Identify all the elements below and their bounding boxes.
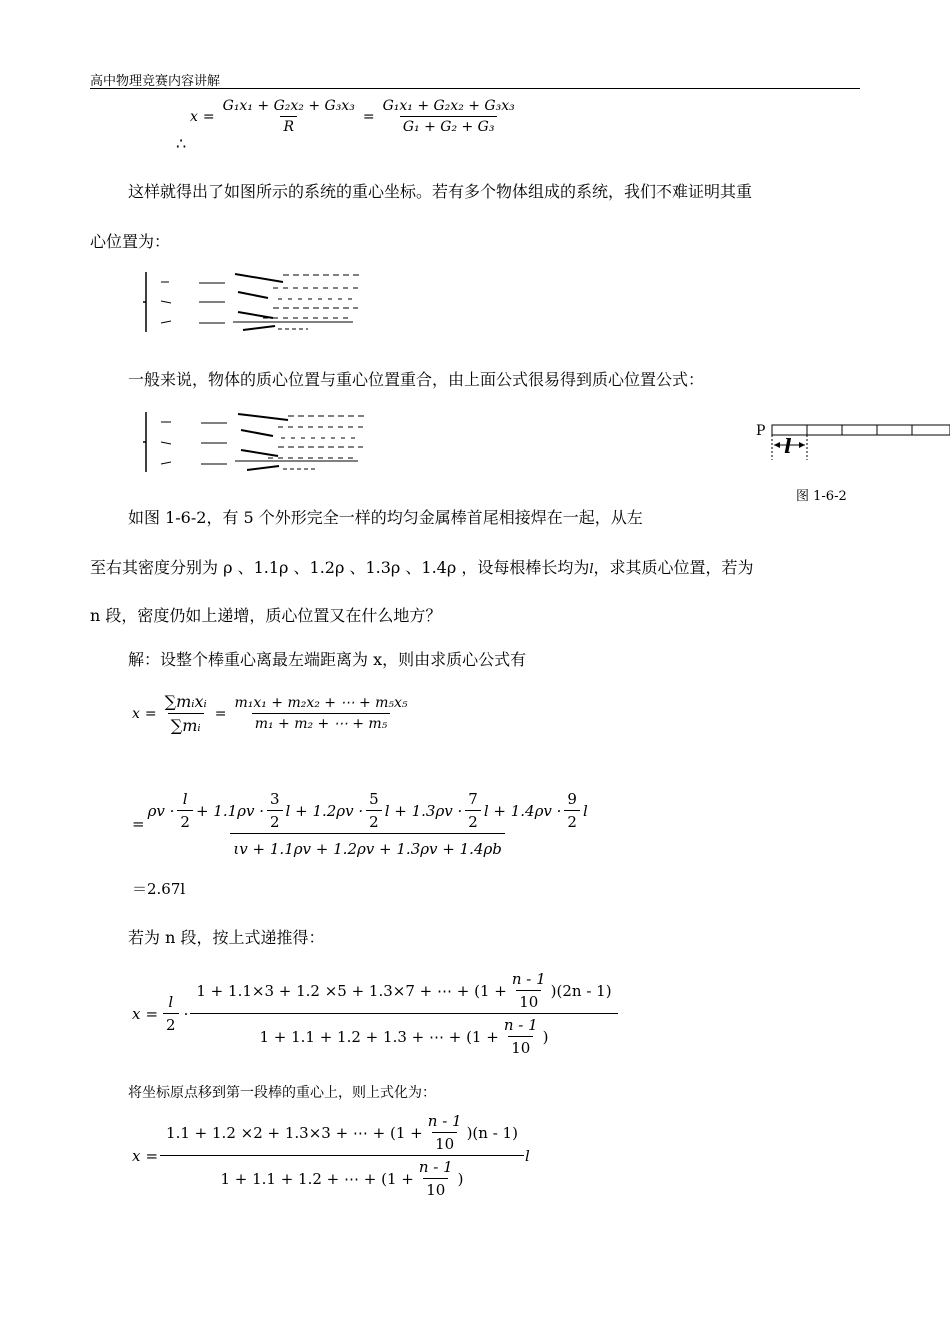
page-header: 高中物理竞赛内容讲解 — [90, 74, 221, 89]
illegible-formula-image-2 — [143, 410, 378, 474]
rod-segment-5 — [912, 425, 950, 435]
illegible-formula-graphic-2 — [143, 410, 378, 474]
formula5-main-fraction: 1.1 + 1.2 ×2 + 1.3×3 + ⋯ + (1 + $\frac{n - 1}{10}$ )(n - 1) 1 + 1.1 + 1.2 + ⋯ + (1 + $\frac{n - 1}{10}$ ) — [163, 1112, 521, 1199]
paragraph-2: 一般来说，物体的质心位置与重心位置重合，由上面公式很易得到质心位置公式： — [128, 370, 705, 389]
rod-segment-4 — [877, 425, 912, 435]
paragraph-1-line-2: 心位置为： — [90, 232, 171, 251]
formula-gravity-center: x = $\frac{\text{G₁x₁ + G₂x₂ + G₃x₃}}{R}$ = $\frac{\text{G₁x₁ + G₂x₂ + G₃x₃}}{\text{G₁ + G₂ + G₃}}$ — [190, 98, 518, 135]
illegible-formula-image-1 — [143, 270, 373, 334]
formula1-fraction-1: $\frac{\text{G₁x₁ + G₂x₂ + G₃x₃}}{R}$ — [222, 98, 355, 135]
header-rule — [90, 88, 860, 89]
illegible-formula-graphic-1 — [143, 270, 373, 334]
formula4-prefactor: $\frac{l}{2}$ — [163, 993, 179, 1034]
solution-intro: 解：设整个棒重心离最左端距离为 x，则由求质心公式有 — [128, 650, 527, 669]
formula2-fraction-1: $\frac{\text{∑mᵢxᵢ}}{\text{∑mᵢ}}$ — [164, 692, 207, 735]
formula-center-of-mass: x = $\frac{\text{∑mᵢxᵢ}}{\text{∑mᵢ}}$ = $\frac{\text{m₁x₁ + m₂x₂ + ⋯ + m₅x₅}}{\text{m₁ + m₂ + ⋯ + m₅}}$ — [132, 692, 411, 735]
figure-caption: 图 1-6-2 — [796, 489, 847, 504]
formula-five-rods: = ρv · $\frac{l}{2}$ + 1.1ρv · $\frac{3}{2}$ l + 1.2ρv · $\frac{5}{2}$ l + 1.3ρv · $\frac{7}{2}$ l + 1.4ρv · $\frac{9}{2}$ l ιv + 1.1ρv + 1.2ρv + 1.3ρv + 1.4ρb — [132, 790, 591, 858]
paragraph-3-line-3: n 段，密度仍如上递增，质心位置又在什么地方？ — [90, 606, 442, 625]
formula2-fraction-2: $\frac{\text{m₁x₁ + m₂x₂ + ⋯ + m₅x₅}}{\text{m₁ + m₂ + ⋯ + m₅}}$ — [234, 695, 408, 732]
formula4-main-fraction: 1 + 1.1×3 + 1.2 ×5 + 1.3×7 + ⋯ + (1 + $\frac{n - 1}{10}$ )(2n - 1) 1 + 1.1 + 1.2 + 1.3 + ⋯ + (1 + $\frac{n - 1}{10}$ ) — [193, 970, 614, 1057]
shift-origin-text: 将坐标原点移到第一段棒的重心上，则上式化为： — [128, 1085, 436, 1101]
formula3-main-fraction: ρv · $\frac{l}{2}$ + 1.1ρv · $\frac{3}{2}$ l + 1.2ρv · $\frac{5}{2}$ l + 1.3ρv · $\frac{7}{2}$ l + 1.4ρv · $\frac{9}{2}$ l ιv + 1.1ρv + 1.2ρv + 1.3ρv + 1.4ρb — [147, 790, 588, 858]
rod-segment-3 — [842, 425, 877, 435]
figure-1-6-2 — [752, 420, 950, 468]
figure-label-p: P — [756, 423, 766, 439]
paragraph-3-line-1: 如图 1-6-2，有 5 个外形完全一样的均匀金属棒首尾相接焊在一起，从左 — [128, 508, 643, 527]
result-value: ＝2.67l — [132, 880, 186, 898]
paragraph-3-line-2: 至右其密度分别为 ρ 、1.1ρ 、1.2ρ 、1.3ρ 、1.4ρ ，设每根棒长均为l，求其质心位置，若为 — [90, 558, 754, 577]
formula-shifted-origin: x = 1.1 + 1.2 ×2 + 1.3×3 + ⋯ + (1 + $\frac{n - 1}{10}$ )(n - 1) 1 + 1.1 + 1.2 + ⋯ + (1 + $\frac{n - 1}{10}$ ) l — [132, 1112, 530, 1199]
formula1-fraction-2: $\frac{\text{G₁x₁ + G₂x₂ + G₃x₃}}{\text{G₁ + G₂ + G₃}}$ — [382, 98, 515, 135]
rod-segment-2 — [807, 425, 842, 435]
figure-label-l: l — [784, 434, 792, 458]
formula1-lhs: x — [190, 108, 198, 125]
paragraph-1-line-1: 这样就得出了如图所示的系统的重心坐标。若有多个物体组成的系统，我们不难证明其重 — [128, 182, 753, 201]
formula-n-segments: x = $\frac{l}{2}$ · 1 + 1.1×3 + 1.2 ×5 + 1.3×7 + ⋯ + (1 + $\frac{n - 1}{10}$ )(2n - 1) 1 + 1.1 + 1.2 + 1.3 + ⋯ + (1 + $\frac{n - 1}{10}$ ) — [132, 970, 615, 1057]
rod-diagram — [752, 420, 950, 468]
n-segments-intro: 若为 n 段，按上式递推得： — [128, 928, 325, 947]
therefore-symbol: ∴ — [176, 134, 187, 153]
